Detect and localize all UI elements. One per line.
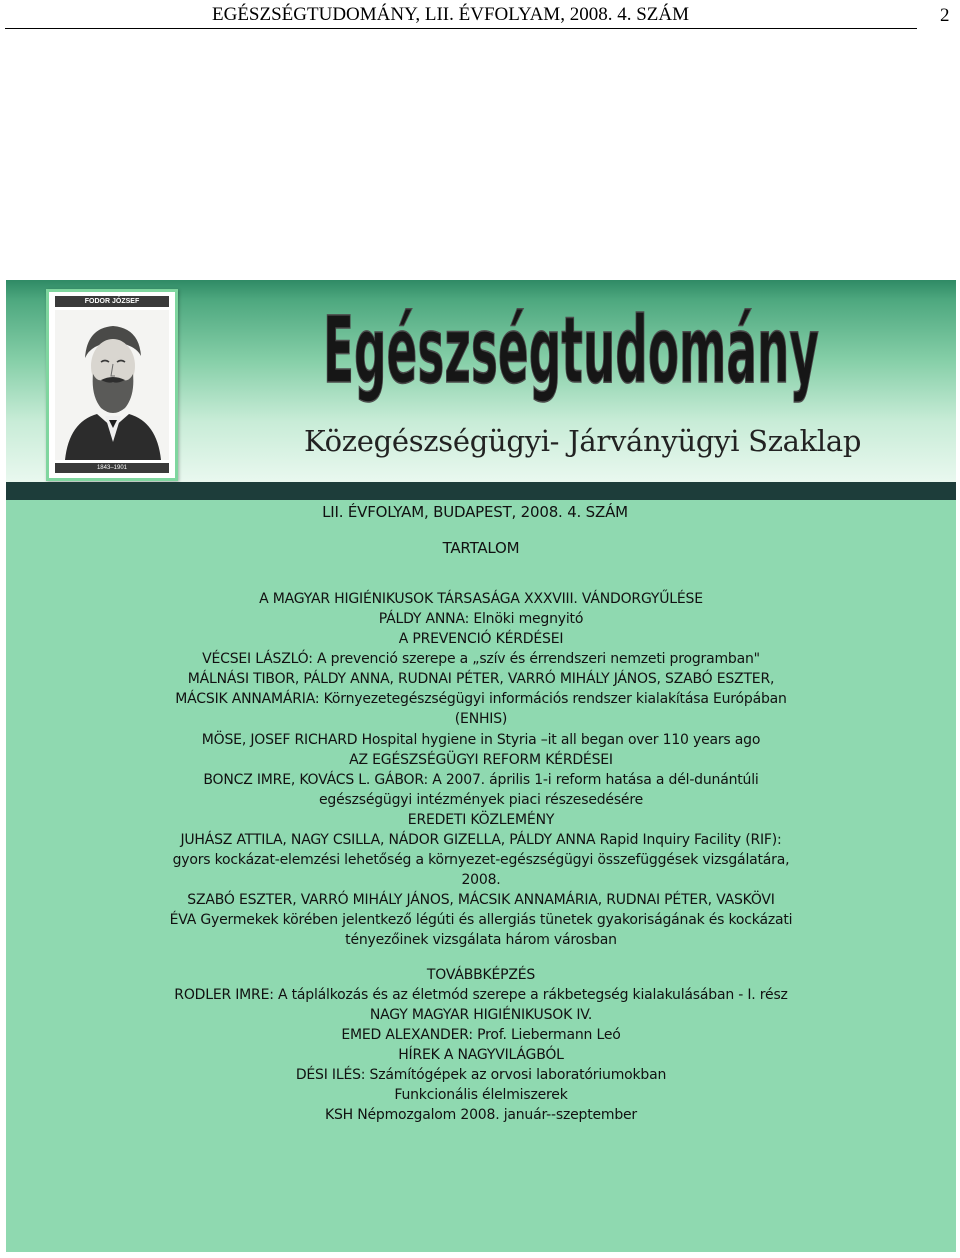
toc-entry: 2008. — [461, 872, 501, 888]
toc-entry: JUHÁSZ ATTILA, NAGY CSILLA, NÁDOR GIZELLA, PÁLDY ANNA Rapid Inquiry Facility (RIF): — [180, 832, 782, 848]
toc-entry: HÍREK A NAGYVILÁGBÓL — [398, 1047, 564, 1063]
toc-entry: A PREVENCIÓ KÉRDÉSEI — [398, 631, 564, 647]
toc-entry: tényezőinek vizsgálata három városban — [345, 932, 617, 948]
toc-entry: PÁLDY ANNA: Elnöki megnyitó — [378, 611, 584, 627]
cover-banner — [6, 280, 956, 482]
toc-entry: EREDETI KÖZLEMÉNY — [407, 812, 555, 828]
toc-entry: BONCZ IMRE, KOVÁCS L. GÁBOR: A 2007. április 1-i reform hatása a dél-dunántúli — [203, 772, 759, 788]
portrait-name-label: FODOR JÓZSEF — [55, 296, 169, 307]
running-head-title: EGÉSZSÉGTUDOMÁNY, LII. ÉVFOLYAM, 2008. 4. SZÁM — [212, 4, 689, 25]
toc-heading: TARTALOM — [442, 539, 520, 557]
toc-entry: EMED ALEXANDER: Prof. Liebermann Leó — [341, 1027, 621, 1043]
portrait-years-label: 1843–1901 — [55, 463, 169, 473]
dark-divider-stripe — [6, 482, 956, 500]
toc-entry: (ENHIS) — [454, 711, 508, 727]
toc-entry: KSH Népmozgalom 2008. január--szeptember — [324, 1107, 637, 1123]
toc-entry: AZ EGÉSZSÉGÜGYI REFORM KÉRDÉSEI — [349, 752, 613, 768]
toc-entry: TOVÁBBKÉPZÉS — [426, 967, 536, 983]
toc-entry: A MAGYAR HIGIÉNIKUSOK TÁRSASÁGA XXXVIII. VÁNDORGYŰLÉSE — [259, 591, 703, 607]
masthead-subtitle: Közegészségügyi- Járványügyi Szaklap — [304, 424, 862, 458]
toc-entry: ÉVA Gyermekek körében jelentkező légúti és allergiás tünetek gyakoriságának és kockázati — [169, 912, 793, 928]
toc-entry: Funkcionális élelmiszerek — [394, 1087, 568, 1103]
masthead-title-text: Egészségtudomány — [323, 297, 819, 404]
journal-cover-image — [6, 280, 956, 1252]
toc-entry: SZABÓ ESZTER, VARRÓ MIHÁLY JÁNOS, MÁCSIK ANNAMÁRIA, RUDNAI PÉTER, VASKÖVI — [187, 892, 775, 908]
header-rule — [5, 28, 917, 29]
toc-entry: gyors kockázat-elemzési lehetőség a környezet-egészségügyi összefüggések vizsgálatára, — [172, 852, 790, 868]
toc-entry: MÖSE, JOSEF RICHARD Hospital hygiene in Styria –it all began over 110 years ago — [201, 732, 761, 748]
toc-entry: VÉCSEI LÁSZLÓ: A prevenció szerepe a „szív és érrendszeri nemzeti programban" — [202, 651, 760, 667]
toc-entry: egészségügyi intézmények piaci részesedésére — [318, 792, 643, 808]
toc-entry: MÁLNÁSI TIBOR, PÁLDY ANNA, RUDNAI PÉTER, VARRÓ MIHÁLY JÁNOS, SZABÓ ESZTER, — [187, 671, 775, 687]
toc-entry: MÁCSIK ANNAMÁRIA: Környezetegészségügyi információs rendszer kialakítása Európában — [175, 691, 787, 707]
toc-entry: RODLER IMRE: A táplálkozás és az életmód szerepe a rákbetegség kialakulásában - I. rész — [174, 987, 788, 1003]
issue-line: LII. ÉVFOLYAM, BUDAPEST, 2008. 4. SZÁM — [322, 503, 628, 521]
journal-masthead-logo — [319, 290, 824, 408]
running-head — [0, 0, 960, 30]
toc-entry: NAGY MAGYAR HIGIÉNIKUSOK IV. — [369, 1007, 593, 1023]
page-number: 2 — [940, 5, 950, 26]
toc-entry: DÉSI ILÉS: Számítógépek az orvosi laboratóriumokban — [295, 1067, 667, 1083]
